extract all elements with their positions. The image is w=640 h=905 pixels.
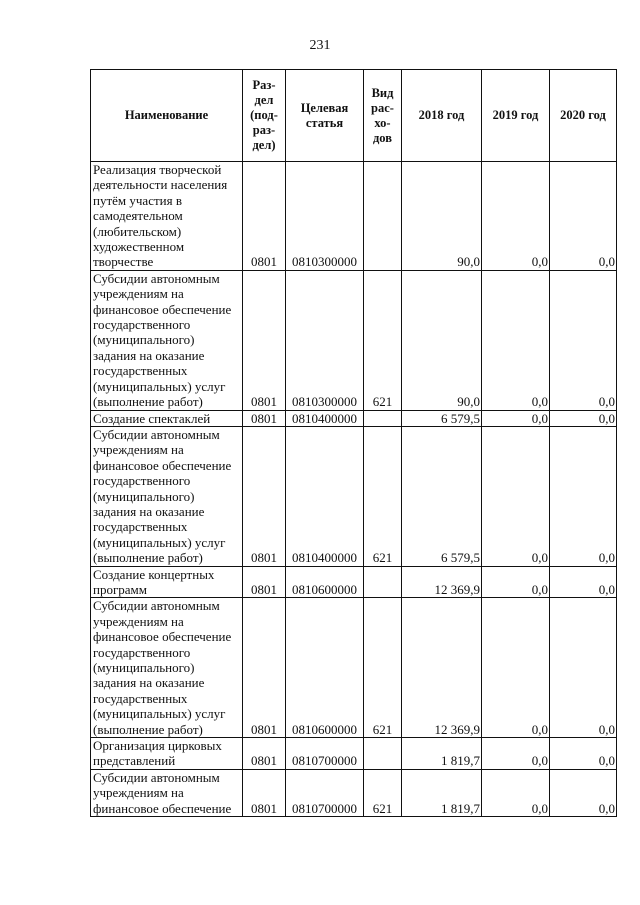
table-row [91,426,617,566]
cell-target: 0810400000 [286,426,364,566]
table-row [91,410,617,426]
cell-2020: 0,0 [550,410,617,426]
table-header-row [91,70,617,162]
table-row [91,162,617,271]
header-2018: 2018 год [402,70,482,162]
cell-2018: 90,0 [402,270,482,410]
table-row [91,769,617,816]
cell-2020: 0,0 [550,270,617,410]
cell-kind [364,738,402,770]
cell-2019: 0,0 [482,270,550,410]
cell-section: 0801 [243,566,286,598]
header-target: Целевая статья [286,70,364,162]
cell-2020: 0,0 [550,769,617,816]
cell-2020: 0,0 [550,598,617,738]
cell-target: 0810400000 [286,410,364,426]
cell-target: 0810300000 [286,162,364,271]
cell-section: 0801 [243,410,286,426]
cell-section: 0801 [243,162,286,271]
cell-name: Организация цирковых представлений [91,738,243,770]
page-number: 231 [309,38,331,53]
cell-name: Субсидии автономным учреждениям на финансовое обеспечение государственного (муниципального) задания на оказание государственных (муниципальных) услуг (выполнение работ) [91,598,243,738]
cell-section: 0801 [243,738,286,770]
header-2019: 2019 год [482,70,550,162]
cell-2018: 1 819,7 [402,738,482,770]
cell-2020: 0,0 [550,162,617,271]
cell-2019: 0,0 [482,769,550,816]
table-row [91,566,617,598]
table-row [91,598,617,738]
cell-kind [364,162,402,271]
cell-kind [364,410,402,426]
header-2020: 2020 год [550,70,617,162]
cell-name: Создание концертных программ [91,566,243,598]
cell-target: 0810600000 [286,598,364,738]
budget-table [90,69,617,817]
cell-name: Субсидии автономным учреждениям на финансовое обеспечение государственного (муниципального) задания на оказание государственных (муниципальных) услуг (выполнение работ) [91,270,243,410]
cell-2018: 12 369,9 [402,566,482,598]
cell-2019: 0,0 [482,598,550,738]
cell-target: 0810600000 [286,566,364,598]
cell-2019: 0,0 [482,162,550,271]
cell-2018: 6 579,5 [402,410,482,426]
cell-name: Реализация творческой деятельности населения путём участия в самодеятельном (любительском) художественном творчестве [91,162,243,271]
cell-2019: 0,0 [482,566,550,598]
cell-target: 0810300000 [286,270,364,410]
table-row [91,738,617,770]
cell-2019: 0,0 [482,738,550,770]
cell-kind: 621 [364,270,402,410]
cell-2019: 0,0 [482,426,550,566]
header-name: Наименование [91,70,243,162]
cell-kind [364,566,402,598]
cell-2018: 1 819,7 [402,769,482,816]
cell-target: 0810700000 [286,769,364,816]
table-row [91,270,617,410]
cell-section: 0801 [243,270,286,410]
cell-2019: 0,0 [482,410,550,426]
cell-2020: 0,0 [550,566,617,598]
cell-kind: 621 [364,426,402,566]
header-section: Раз- дел (под- раз- дел) [243,70,286,162]
cell-name: Субсидии автономным учреждениям на финансовое обеспечение [91,769,243,816]
cell-target: 0810700000 [286,738,364,770]
cell-2020: 0,0 [550,426,617,566]
cell-2020: 0,0 [550,738,617,770]
cell-name: Создание спектаклей [91,410,243,426]
cell-2018: 6 579,5 [402,426,482,566]
cell-2018: 90,0 [402,162,482,271]
cell-section: 0801 [243,426,286,566]
cell-name: Субсидии автономным учреждениям на финансовое обеспечение государственного (муниципального) задания на оказание государственных (муниципальных) услуг (выполнение работ) [91,426,243,566]
cell-kind: 621 [364,769,402,816]
cell-2018: 12 369,9 [402,598,482,738]
cell-section: 0801 [243,598,286,738]
cell-kind: 621 [364,598,402,738]
header-kind: Вид рас- хо- дов [364,70,402,162]
cell-section: 0801 [243,769,286,816]
